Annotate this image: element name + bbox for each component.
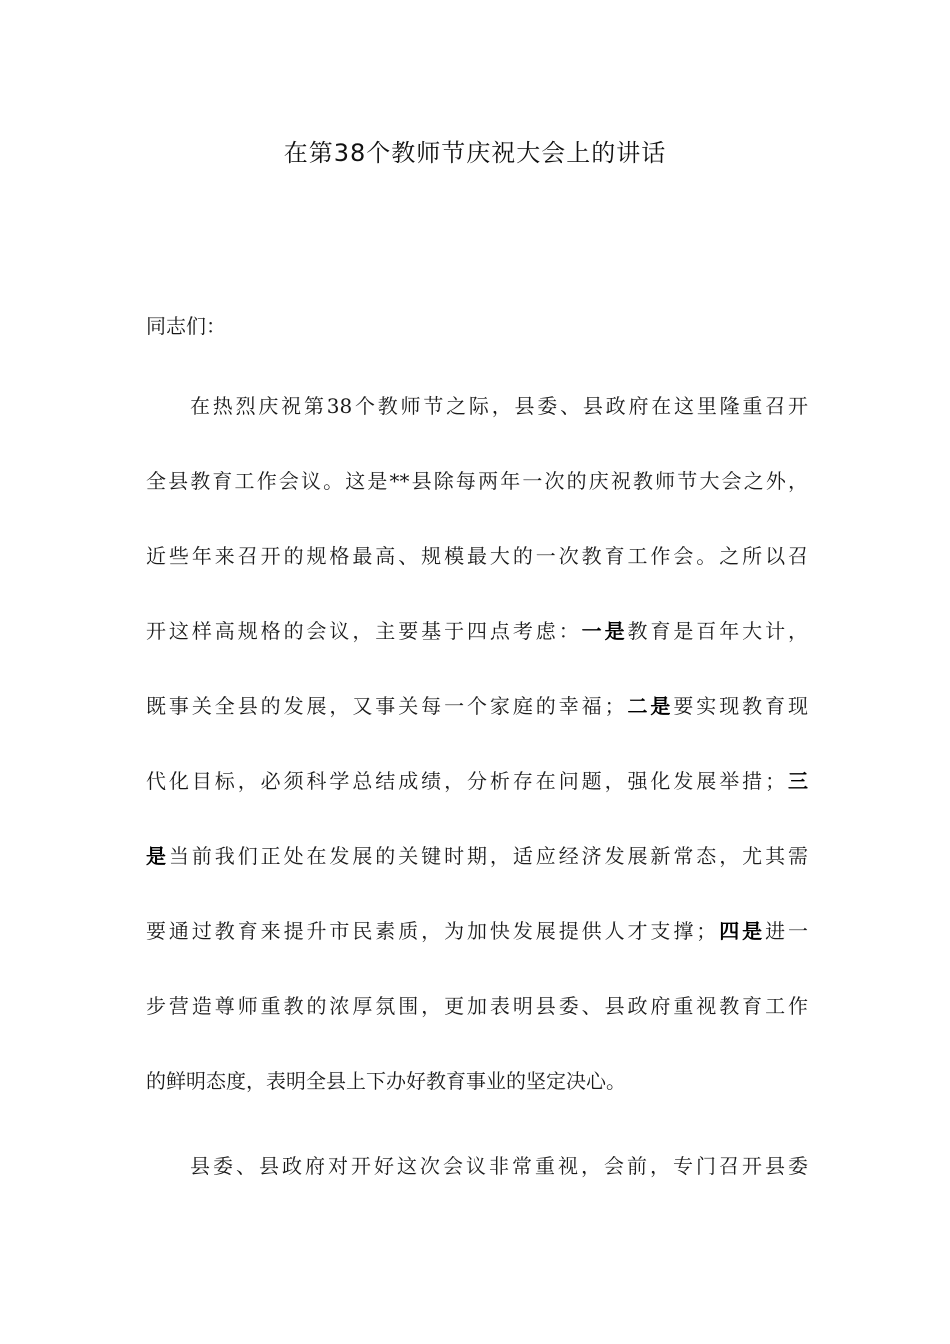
line-segment: 既事关全县的发展，又事关每一个家庭的幸福； (146, 694, 625, 718)
salutation (146, 308, 808, 383)
paragraph-2 (146, 1148, 808, 1223)
line-segment: 教育是百年大计， (627, 619, 809, 643)
document-title: 在第38个教师节庆祝大会上的讲话 (283, 139, 667, 167)
emphasis-third-start: 三 (785, 769, 809, 793)
line-segment: 要通过教育来提升市民素质，为加快发展提供人才支撑； (146, 919, 717, 943)
paragraph-line (146, 838, 808, 875)
paragraph-line (146, 913, 808, 950)
emphasis-fourth: 四是 (716, 919, 766, 943)
paragraph-line: 近些年来召开的规格最高、规模最大的一次教育工作会。之所以召 (146, 544, 808, 568)
line-segment: 进一 (765, 919, 809, 943)
emphasis-second: 二是 (624, 694, 674, 718)
emphasis-first: 一是 (581, 619, 628, 643)
paragraph-line (146, 613, 808, 650)
emphasis-third-end: 是 (146, 844, 169, 868)
line-segment: 开这样高规格的会议，主要基于四点考虑： (146, 619, 582, 643)
line-segment: 要实现教育现 (673, 694, 809, 718)
line-segment: 当前我们正处在发展的关键时期，适应经济发展新常态，尤其需 (168, 844, 809, 868)
paragraph-line: 全县教育工作会议。这是**县除每两年一次的庆祝教师节大会之外， (146, 469, 808, 493)
paragraph-line: 的鲜明态度，表明全县上下办好教育事业的坚定决心。 (146, 1069, 626, 1093)
paragraph-line (146, 763, 808, 800)
paragraph-1 (146, 388, 808, 1138)
salutation-text: 同志们： (146, 314, 226, 338)
paragraph-line: 步营造尊师重教的浓厚氛围，更加表明县委、县政府重视教育工作 (146, 994, 808, 1018)
line-segment: 代化目标，必须科学总结成绩，分析存在问题，强化发展举措； (146, 769, 786, 793)
paragraph-line (146, 688, 808, 725)
paragraph-line: 在热烈庆祝第38个教师节之际，县委、县政府在这里隆重召开 (190, 394, 808, 418)
paragraph-line: 县委、县政府对开好这次会议非常重视，会前，专门召开县委 (190, 1154, 808, 1178)
